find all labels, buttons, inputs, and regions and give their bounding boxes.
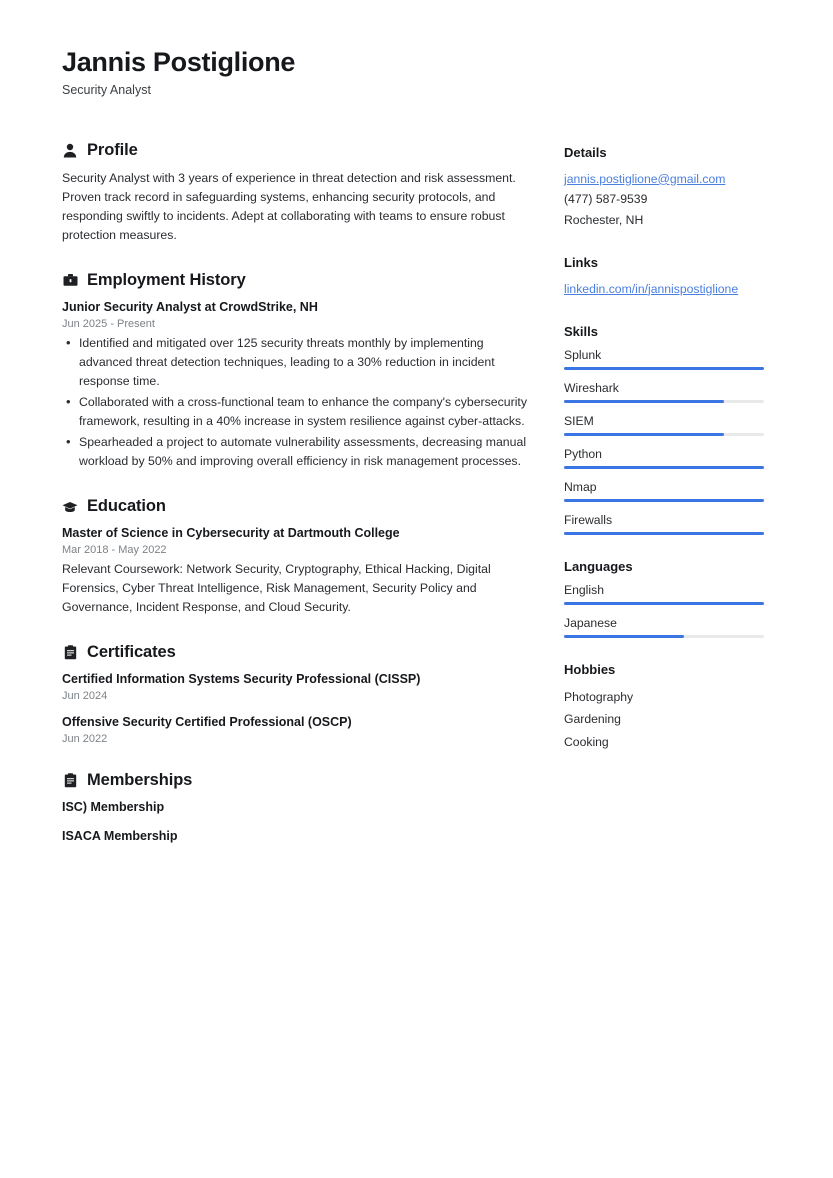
skill-label: Nmap	[564, 479, 597, 494]
skill-label: Python	[564, 446, 602, 461]
skill-item	[564, 513, 779, 535]
section-header-memberships	[62, 771, 532, 790]
entry-title: ISACA Membership	[62, 828, 178, 843]
skill-bar-track	[564, 433, 764, 436]
skill-bar-track	[564, 499, 764, 502]
section-title-memberships: Memberships	[87, 770, 193, 789]
section-header-education	[62, 497, 532, 516]
language-bar-fill	[564, 635, 684, 638]
sidebar-title-languages: Languages	[564, 558, 633, 574]
entry-date: Jun 2025 - Present	[62, 317, 155, 330]
membership-entry	[62, 828, 532, 845]
phone-text: (477) 587-9539	[564, 192, 648, 207]
entry-title: Junior Security Analyst at CrowdStrike, NH	[62, 299, 318, 314]
sidebar	[564, 141, 779, 778]
education-body	[62, 525, 532, 617]
certificate-entry	[62, 714, 532, 745]
profile-body	[62, 169, 532, 245]
skill-bar-fill	[564, 466, 764, 469]
section-title-certificates: Certificates	[87, 643, 176, 662]
certificates-body	[62, 671, 532, 745]
memberships-icon	[62, 772, 78, 788]
section-header-profile	[62, 141, 532, 160]
skill-label: Firewalls	[564, 512, 613, 527]
skill-item	[564, 480, 779, 502]
skill-bar-track	[564, 400, 764, 403]
employment-entry	[62, 299, 532, 471]
entry-title: ISC) Membership	[62, 799, 165, 814]
list-item: • Identified and mitigated over 125 security threats monthly by implementing advanced threat detection techniques, leading to a 30% reduction in incident response time.	[79, 334, 532, 391]
sidebar-title-skills: Skills	[564, 323, 598, 339]
sidebar-title-hobbies: Hobbies	[564, 661, 616, 677]
page-title: Jannis Postiglione	[62, 47, 296, 77]
section-title-employment: Employment History	[87, 270, 246, 289]
entry-text: Relevant Coursework: Network Security, Cryptography, Ethical Hacking, Digital Forensics, Cyber Threat Intelligence, Risk Management, Security Policy and Governance, Incident Response, and Cloud Security.	[62, 561, 491, 615]
entry-title: Master of Science in Cybersecurity at Dartmouth College	[62, 526, 400, 541]
job-title: Security Analyst	[62, 82, 151, 97]
hobby-item: Photography	[564, 689, 634, 704]
list-item: • Spearheaded a project to automate vulnerability assessments, decreasing manual workload by 50% and improving overall efficiency in risk management processes.	[79, 433, 532, 471]
section-title-profile: Profile	[87, 140, 138, 159]
sidebar-section-links	[564, 255, 779, 300]
certificate-entry	[62, 671, 532, 702]
entry-date: Jun 2022	[62, 732, 108, 745]
skill-item	[564, 381, 779, 403]
entry-bullets	[62, 334, 532, 471]
skill-bar-fill	[564, 433, 724, 436]
graduation-cap-icon	[62, 499, 78, 515]
person-icon	[62, 142, 78, 158]
memberships-body	[62, 799, 532, 845]
sidebar-section-hobbies	[564, 662, 779, 754]
skill-bar-track	[564, 466, 764, 469]
language-label: English	[564, 582, 604, 597]
skill-bar-fill	[564, 400, 724, 403]
resume-columns	[62, 141, 777, 871]
skill-label: SIEM	[564, 413, 594, 428]
resume-header	[62, 48, 777, 97]
language-item	[564, 583, 779, 605]
employment-body	[62, 299, 532, 471]
section-header-certificates	[62, 643, 532, 662]
sidebar-section-skills	[564, 324, 779, 535]
linkedin-link[interactable]: linkedin.com/in/jannispostiglione	[564, 281, 739, 296]
skill-item	[564, 447, 779, 469]
entry-date: Jun 2024	[62, 689, 108, 702]
membership-entry	[62, 799, 532, 816]
skill-item	[564, 348, 779, 370]
section-education	[62, 497, 532, 617]
sidebar-section-languages	[564, 559, 779, 638]
skill-bar-fill	[564, 532, 764, 535]
language-bar-track	[564, 602, 764, 605]
skill-bar-track	[564, 367, 764, 370]
certificate-icon	[62, 645, 78, 661]
entry-date: Mar 2018 - May 2022	[62, 543, 167, 556]
section-certificates	[62, 643, 532, 745]
language-label: Japanese	[564, 615, 617, 630]
hobby-item: Gardening	[564, 712, 621, 727]
briefcase-icon	[62, 272, 78, 288]
main-column	[62, 141, 532, 871]
section-profile	[62, 141, 532, 245]
section-title-education: Education	[87, 497, 166, 516]
section-memberships	[62, 771, 532, 845]
email-link[interactable]: jannis.postiglione@gmail.com	[564, 171, 726, 186]
skill-label: Wireshark	[564, 380, 619, 395]
section-header-employment	[62, 271, 532, 290]
sidebar-title-details: Details	[564, 144, 607, 160]
skill-bar-fill	[564, 367, 764, 370]
sidebar-title-links: Links	[564, 254, 598, 270]
entry-title: Certified Information Systems Security Professional (CISSP)	[62, 672, 421, 687]
language-item	[564, 616, 779, 638]
profile-text: Security Analyst with 3 years of experience in threat detection and risk assessment. Proven track record in safeguarding systems, enhancing security protocols, and responding swiftly to incidents. Adept at collaborating with teams to ensure robust protection measures.	[62, 170, 516, 242]
language-bar-track	[564, 635, 764, 638]
list-item: • Collaborated with a cross-functional team to enhance the company's cybersecurity framework, resulting in a 40% increase in system resilience against cyber-attacks.	[79, 393, 532, 431]
location-text: Rochester, NH	[564, 213, 644, 228]
language-bar-fill	[564, 602, 764, 605]
skill-bar-track	[564, 532, 764, 535]
skill-label: Splunk	[564, 347, 602, 362]
skill-item	[564, 414, 779, 436]
education-entry	[62, 525, 532, 617]
section-employment	[62, 271, 532, 471]
hobby-item: Cooking	[564, 734, 609, 749]
sidebar-section-details	[564, 145, 779, 231]
entry-title: Offensive Security Certified Professional (OSCP)	[62, 714, 352, 729]
skill-bar-fill	[564, 499, 764, 502]
